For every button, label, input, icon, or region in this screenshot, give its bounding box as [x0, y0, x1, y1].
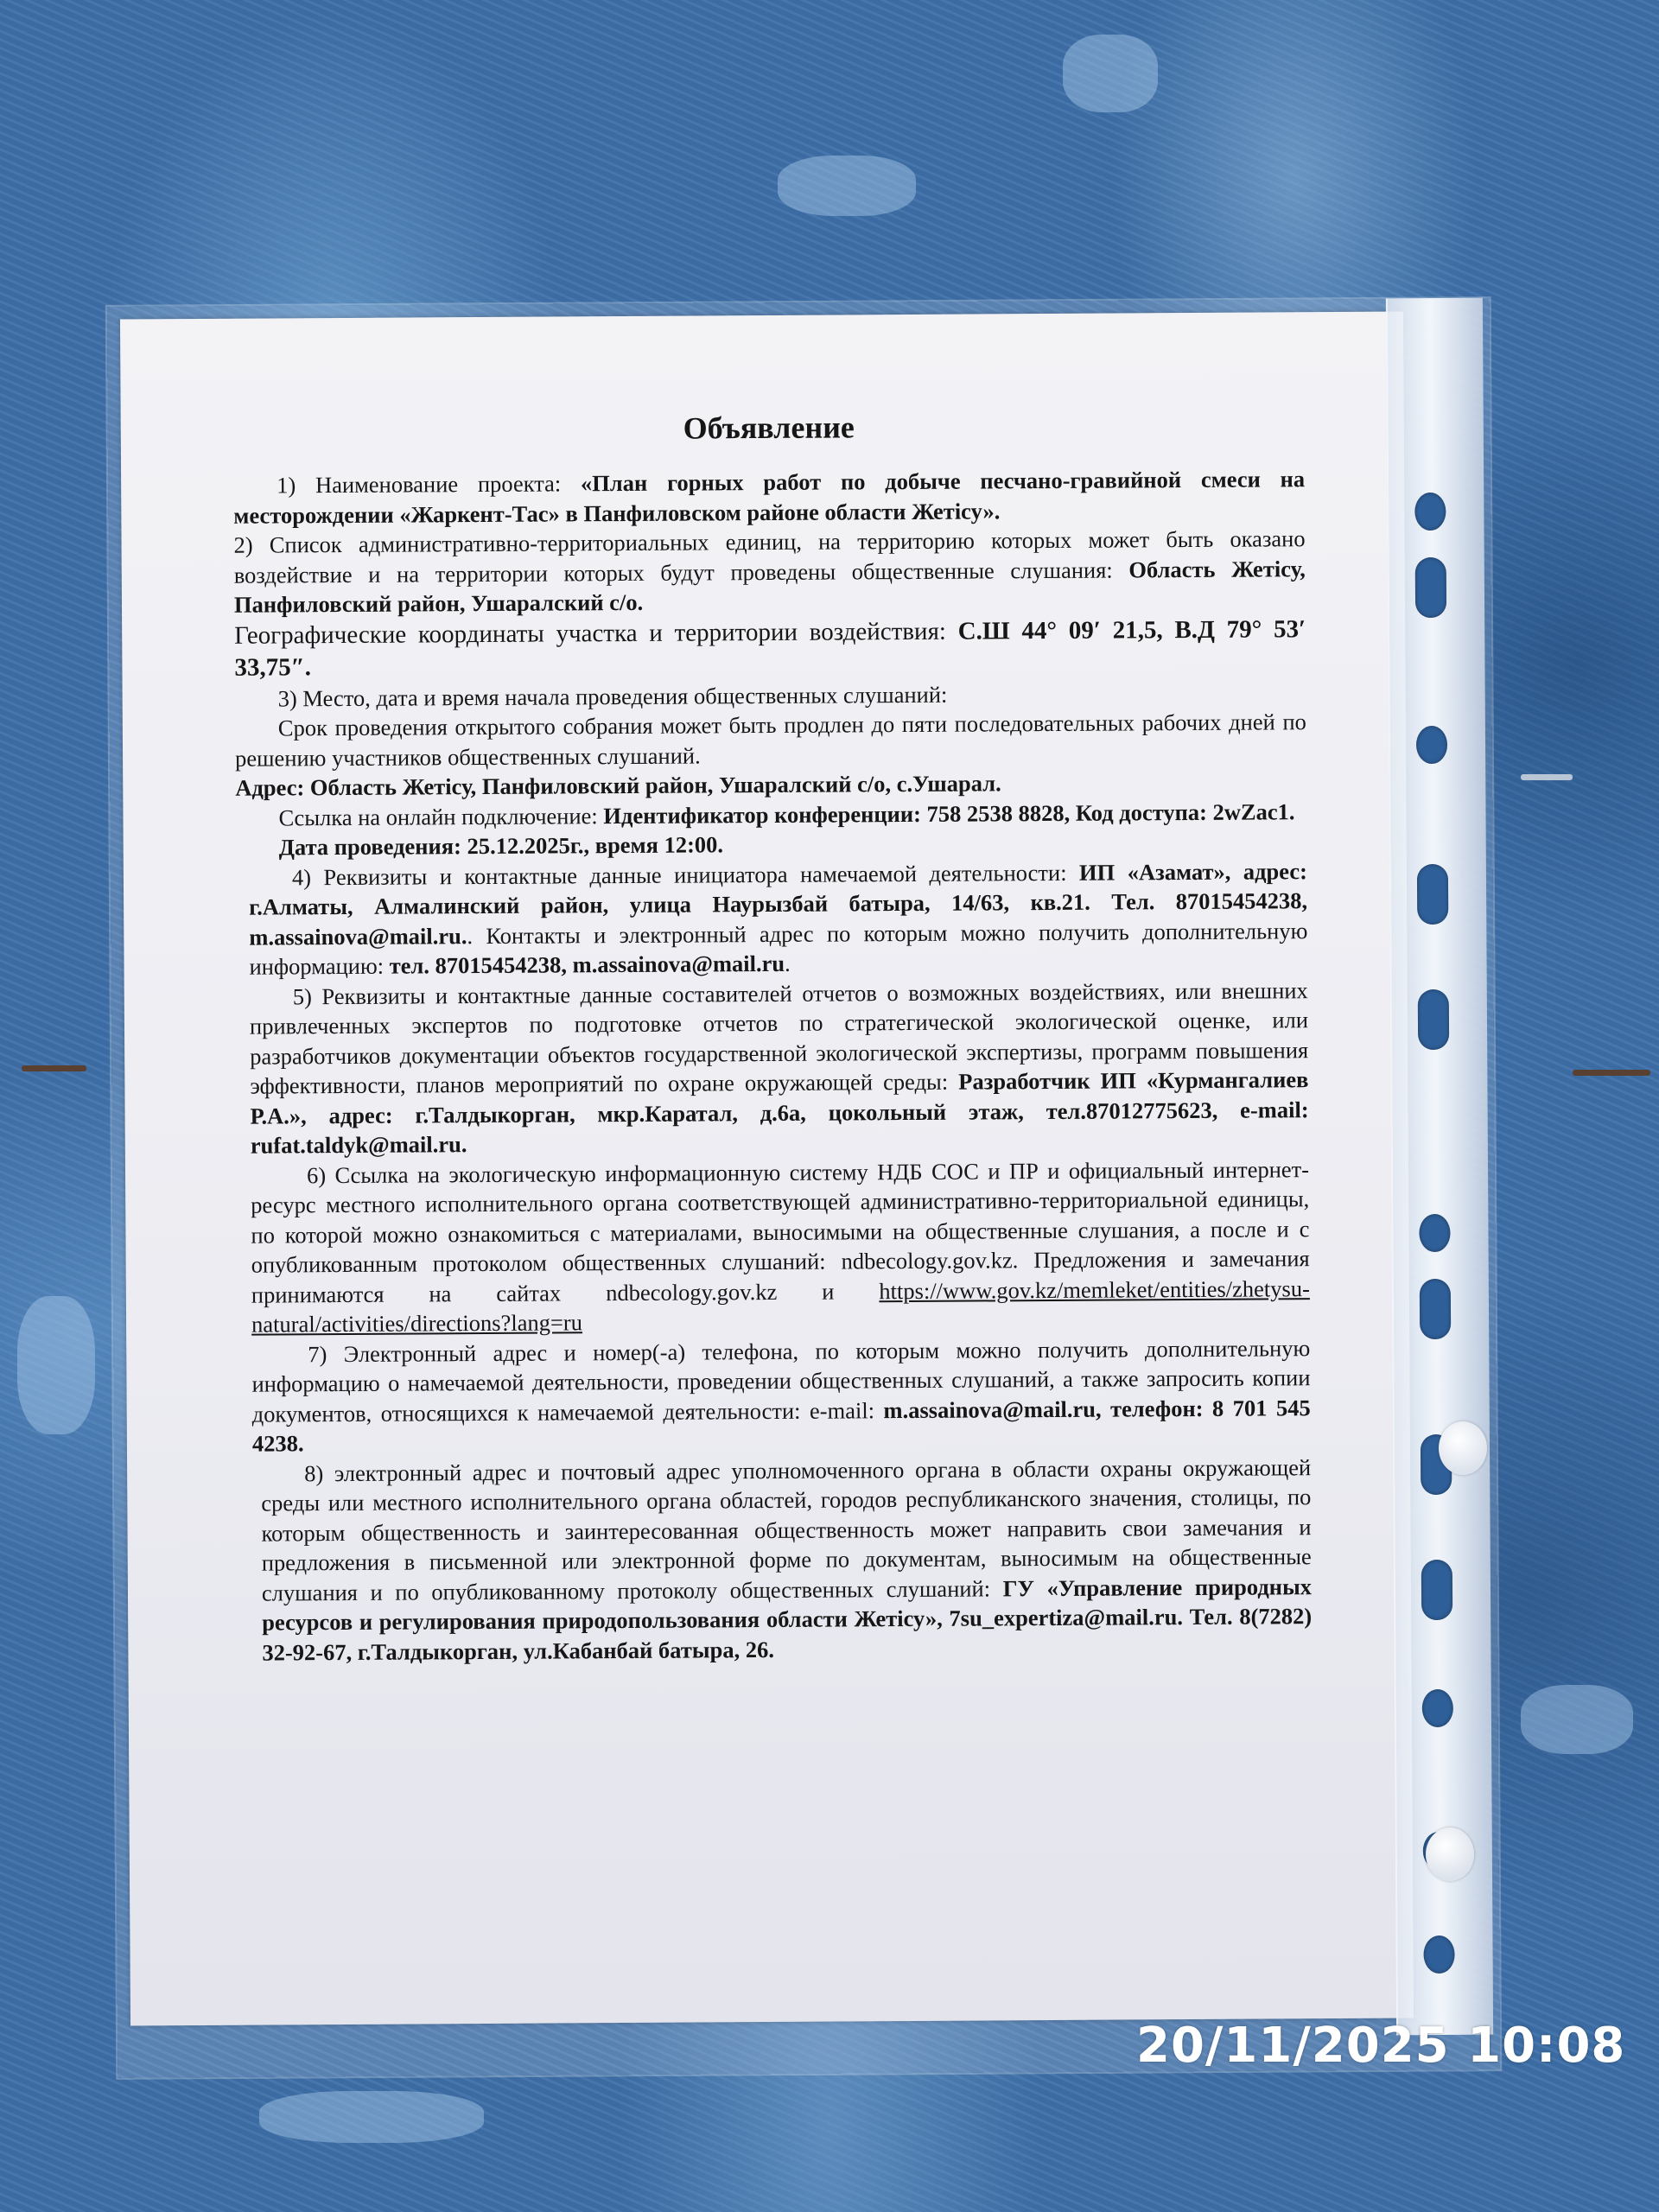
coordinates-value: С.Ш 44° 09′ 21,5, В.Д 79° 53′ 33,75″.	[234, 614, 1306, 682]
notice-body	[233, 407, 1313, 1668]
section-1-label: 1) Наименование проекта:	[276, 470, 582, 499]
punch-hole	[1417, 864, 1448, 925]
notice-paper	[120, 311, 1414, 2025]
section-3-label: 3) Место, дата и время начала проведения общественных слушаний:	[277, 681, 948, 711]
punch-hole	[1418, 989, 1449, 1050]
gov-link[interactable]: https://www.gov.kz/memleket/entities/zhetysu-natural/activities/directions?lang=ru	[251, 1274, 1310, 1338]
section-1	[233, 464, 1305, 531]
conference-id: Идентификатор конференции: 758 2538 8828, Код доступа: 2wZac1.	[603, 798, 1295, 829]
wall-nail	[1573, 1070, 1650, 1076]
punch-hole	[1419, 1214, 1450, 1252]
section-5-label: 5) Реквизиты и контактные данные составителей отчетов о возможных воздействиях, или внешних привлеченных экспертов по подготовке отчетов по стратегической экологической оценке, или разработчиков документации объектов государственной экологической экспертизы, программ повышения эффективности, планов мероприятий по охране окружающей среды:	[249, 976, 1309, 1099]
punch-hole	[1422, 1689, 1453, 1727]
section-5	[237, 976, 1309, 1161]
adhesive-dot	[1439, 1421, 1487, 1475]
authority-details: ГУ «Управление природных ресурсов и регулирования природопользования области Жетісу», 7su_expertiza@mail.ru. Тел. 8(7282) 32-92-67, г.Талдыкорган, ул.Кабанбай батыра, 26.	[262, 1573, 1313, 1666]
section-2-label: 2) Список административно-территориальных единиц, на территорию которых может быть оказано воздействие и на территории которых будут проведены общественные слушания:	[233, 525, 1306, 588]
section-8	[239, 1452, 1312, 1668]
hearing-date: Дата проведения: 25.12.2025г., время 12:00.	[278, 831, 724, 861]
punch-hole	[1414, 493, 1446, 531]
punch-hole	[1416, 726, 1447, 764]
peeling-paint-patch	[778, 156, 916, 216]
peeling-paint-patch	[1521, 1685, 1633, 1754]
punch-hole	[1415, 557, 1446, 618]
photo-timestamp: 20/11/2025 10:08	[1136, 2018, 1626, 2074]
contact-email-phone: m.assainova@mail.ru, телефон: 8 701 545 4238.	[251, 1394, 1311, 1457]
section-2	[233, 524, 1306, 620]
punch-hole	[1421, 1560, 1452, 1620]
section-7-label: 7) Электронный адрес и номер(-а) телефона, по которым можно получить дополнительную информацию о намечаемой деятельности, проведении общественных слушаний, а также запросить копии документов, относящихся к намечаемой деятельности: e-mail:	[251, 1334, 1311, 1427]
coordinates-label: Географические координаты участка и территории воздействия:	[234, 617, 958, 650]
section-6-label: 6) Ссылка на экологическую информационную систему НДБ СОС и ПР и официальный интернет-ресурс местного исполнительного органа соответствующей административно-территориальной единицы, по которой можно ознакомиться с материалами, выносимыми на общественные слушания, а после и с опубликованным протоколом общественных слушаний: ndbecology.gov.kz. Предложения и замечания принимаются на сайтах ndbecology.gov.kz и	[251, 1155, 1310, 1308]
initiator-contacts: тел. 87015454238, m.assainova@mail.ru	[389, 950, 785, 979]
contacts-label: . Контакты и электронный адрес по которым можно получить дополнительную информацию:	[249, 917, 1308, 980]
project-name: «План горных работ по добыче песчано-гравийной смеси на месторождении «Жаркент-Тас» в Панфиловском районе области Жетісу».	[233, 466, 1306, 529]
coordinates	[234, 613, 1306, 684]
wall-nail	[22, 1065, 86, 1071]
territory: Область Жетісу, Панфиловский район, Ушаралский с/о.	[233, 555, 1306, 618]
section-7	[238, 1333, 1311, 1459]
adhesive-dot	[1426, 1827, 1474, 1881]
section-8-label: 8) электронный адрес и почтовый адрес уполномоченного органа в области охраны окружающей среды или местного исполнительного органа областей, городов республиканского значения, столицы, по которым общественность и заинтересованная общественность может направить свои замечания и предложения в письменной или электронной форме по документам, выносимым на общественные слушания и по опубликованному протоколу общественных слушаний:	[261, 1453, 1312, 1606]
peeling-paint-patch	[17, 1296, 95, 1434]
peeling-paint-patch	[259, 2091, 484, 2143]
punch-hole	[1420, 1279, 1451, 1339]
punch-hole	[1423, 1936, 1454, 1974]
peeling-paint-patch	[1063, 35, 1158, 112]
developer-details: Разработчик ИП «Курмангалиев Р.А.», адрес: г.Талдыкорган, мкр.Каратал, д.6а, цокольный этаж, тел.87012775623, e-mail: rufat.taldyk@mail.ru.	[250, 1066, 1309, 1159]
hearing-address: Адрес: Область Жетісу, Панфиловский район, Ушаралский с/о, с.Ушарал.	[235, 770, 1001, 801]
online-link-label: Ссылка на онлайн подключение:	[278, 802, 604, 830]
section-6	[238, 1154, 1310, 1340]
notice-title: Объявление	[683, 410, 855, 446]
section-4	[236, 856, 1308, 982]
section-4-label: 4) Реквизиты и контактные данные инициатора намечаемой деятельности:	[291, 859, 1080, 890]
section-3-term: Срок проведения открытого собрания может быть продлен до пяти последовательных рабочих дней по решению участников общественных слушаний.	[234, 709, 1306, 772]
sleeve-perforated-strip	[1386, 298, 1493, 2036]
wall-nail	[1521, 774, 1573, 780]
initiator-details: ИП «Азамат», адрес: г.Алматы, Алмалинский район, улица Наурызбай батыра, 14/63, кв.21. Тел. 87015454238, m.assainova@mail.ru.	[249, 857, 1308, 950]
section-4-end: .	[785, 950, 791, 976]
